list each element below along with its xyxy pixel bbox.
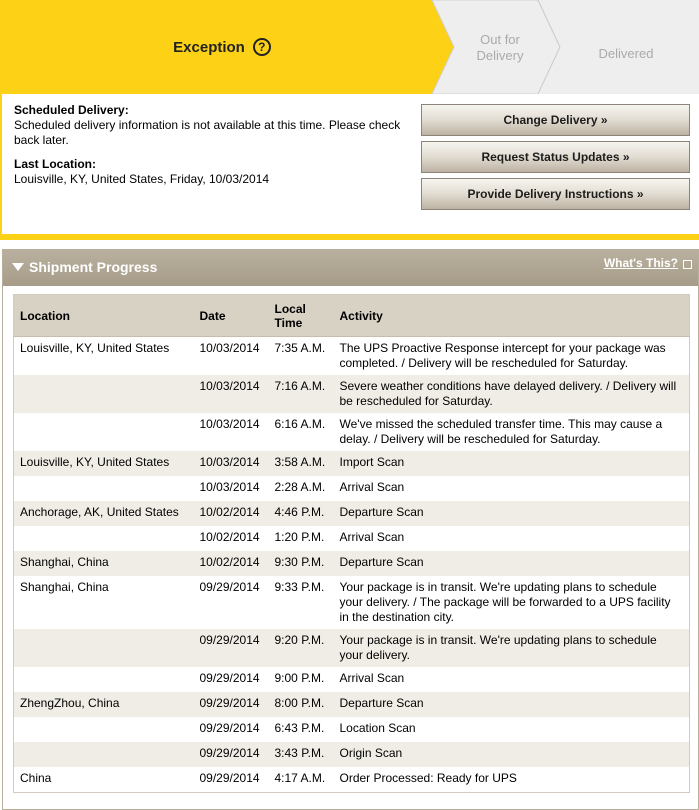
cell-location: Anchorage, AK, United States	[14, 501, 194, 526]
scheduled-delivery-label: Scheduled Delivery:	[14, 103, 129, 117]
panel-title: Shipment Progress	[29, 259, 158, 275]
cell-date: 10/02/2014	[194, 551, 269, 576]
cell-activity: Order Processed: Ready for UPS	[339, 771, 517, 785]
cell-activity: Origin Scan	[334, 742, 690, 767]
cell-location	[14, 476, 194, 501]
cell-location	[14, 667, 194, 692]
cell-activity: Departure Scan	[334, 501, 690, 526]
cell-date: 10/03/2014	[194, 451, 269, 476]
table-row	[14, 717, 690, 742]
cell-local-time: 9:20 P.M.	[269, 629, 334, 667]
cell-activity: Arrival Scan	[339, 480, 405, 494]
shipment-table-wrapper	[13, 294, 690, 793]
cell-location	[14, 742, 194, 767]
collapse-triangle-icon[interactable]	[12, 263, 24, 271]
cell-local-time: 7:35 A.M.	[274, 341, 326, 355]
help-icon[interactable]: ?	[253, 38, 271, 56]
cell-activity: Severe weather conditions have delayed delivery. / Delivery will be rescheduled for Saturday.	[334, 375, 690, 413]
cell-date: 09/29/2014	[199, 580, 260, 594]
delivery-info	[14, 103, 404, 187]
table-row	[14, 742, 690, 767]
cell-activity: Departure Scan	[334, 692, 690, 717]
scheduled-delivery-text: Scheduled delivery information is not available at this time. Please check back later.	[14, 118, 401, 147]
table-row	[14, 375, 690, 413]
cell-date: 09/29/2014	[194, 742, 269, 767]
cell-date: 09/29/2014	[199, 671, 260, 685]
table-row	[14, 337, 690, 376]
cell-location: Louisville, KY, United States	[14, 451, 194, 476]
table-row	[14, 413, 690, 451]
cell-local-time: 7:16 A.M.	[269, 375, 334, 413]
cell-location: China	[20, 771, 52, 785]
cell-local-time: 1:20 P.M.	[274, 530, 325, 544]
cell-local-time: 9:33 P.M.	[274, 580, 325, 594]
cell-date: 10/03/2014	[199, 480, 260, 494]
cell-date: 09/29/2014	[194, 629, 269, 667]
table-row	[14, 629, 690, 667]
cell-date: 10/03/2014	[194, 375, 269, 413]
cell-local-time: 4:46 P.M.	[269, 501, 334, 526]
cell-location	[14, 526, 194, 551]
cell-location: ZhengZhou, China	[14, 692, 194, 717]
change-delivery-button[interactable]: Change Delivery »	[421, 104, 690, 136]
popup-window-icon[interactable]	[683, 260, 692, 269]
shipment-progress-panel	[2, 249, 699, 810]
cell-local-time: 6:16 A.M.	[274, 417, 326, 431]
cell-date: 10/02/2014	[194, 501, 269, 526]
cell-date: 09/29/2014	[199, 771, 260, 785]
cell-local-time: 9:00 P.M.	[274, 671, 325, 685]
request-status-updates-button[interactable]: Request Status Updates »	[421, 141, 690, 173]
provide-delivery-instructions-button[interactable]: Provide Delivery Instructions »	[421, 178, 690, 210]
cell-date: 10/03/2014	[199, 341, 260, 355]
cell-date: 09/29/2014	[194, 692, 269, 717]
column-header-local-time: Local Time	[269, 295, 334, 337]
column-header-date: Date	[194, 295, 269, 337]
progress-step-out-for-delivery: Out for Delivery	[476, 32, 524, 63]
cell-location: Louisville, KY, United States	[20, 341, 170, 355]
cell-local-time: 8:00 P.M.	[269, 692, 334, 717]
table-row	[14, 551, 690, 576]
cell-activity: Your package is in transit. We're updating plans to schedule your delivery.	[334, 629, 690, 667]
column-header-location: Location	[14, 295, 194, 337]
cell-local-time: 6:43 P.M.	[274, 721, 325, 735]
cell-date: 10/03/2014	[199, 417, 260, 431]
cell-local-time: 3:43 P.M.	[269, 742, 334, 767]
table-row	[14, 767, 690, 792]
progress-step-label: Exception	[173, 38, 245, 56]
table-row	[14, 476, 690, 501]
cell-location: Shanghai, China	[14, 551, 194, 576]
cell-activity: Your package is in transit. We're updating plans to schedule your delivery. / The package will be forwarded to a UPS facility in the destination city.	[339, 580, 671, 624]
cell-activity: Departure Scan	[334, 551, 690, 576]
table-row	[14, 576, 690, 629]
cell-activity: Arrival Scan	[339, 530, 405, 544]
table-header-row	[14, 295, 690, 337]
panel-header[interactable]	[3, 250, 698, 286]
table-row	[14, 667, 690, 692]
cell-location	[14, 375, 194, 413]
cell-location	[14, 629, 194, 667]
shipment-status-block	[0, 0, 699, 240]
table-row	[14, 692, 690, 717]
last-location-text: Louisville, KY, United States, Friday, 10/03/2014	[14, 172, 270, 186]
column-header-activity: Activity	[334, 295, 690, 337]
table-row	[14, 451, 690, 476]
cell-activity: Import Scan	[334, 451, 690, 476]
progress-step-delivered: Delivered	[598, 46, 654, 61]
cell-local-time: 4:17 A.M.	[274, 771, 326, 785]
cell-local-time: 2:28 A.M.	[274, 480, 326, 494]
whats-this-link[interactable]: What's This?	[603, 256, 678, 270]
cell-date: 09/29/2014	[199, 721, 260, 735]
table-row	[14, 501, 690, 526]
cell-location: Shanghai, China	[20, 580, 109, 594]
table-body	[14, 337, 690, 793]
cell-activity: The UPS Proactive Response intercept for your package was completed. / Delivery will be rescheduled for Saturday.	[339, 341, 666, 370]
cell-date: 10/02/2014	[199, 530, 260, 544]
cell-activity: Arrival Scan	[339, 671, 405, 685]
cell-activity: Location Scan	[339, 721, 416, 735]
cell-location	[14, 413, 194, 451]
cell-local-time: 9:30 P.M.	[269, 551, 334, 576]
cell-activity: We've missed the scheduled transfer time. This may cause a delay. / Delivery will be rescheduled for Saturday.	[339, 417, 663, 446]
cell-local-time: 3:58 A.M.	[269, 451, 334, 476]
cell-location	[14, 717, 194, 742]
shipment-progress-table	[13, 294, 690, 793]
last-location-label: Last Location:	[14, 157, 97, 171]
table-row	[14, 526, 690, 551]
progress-track	[2, 0, 699, 94]
progress-step-exception	[162, 38, 282, 56]
